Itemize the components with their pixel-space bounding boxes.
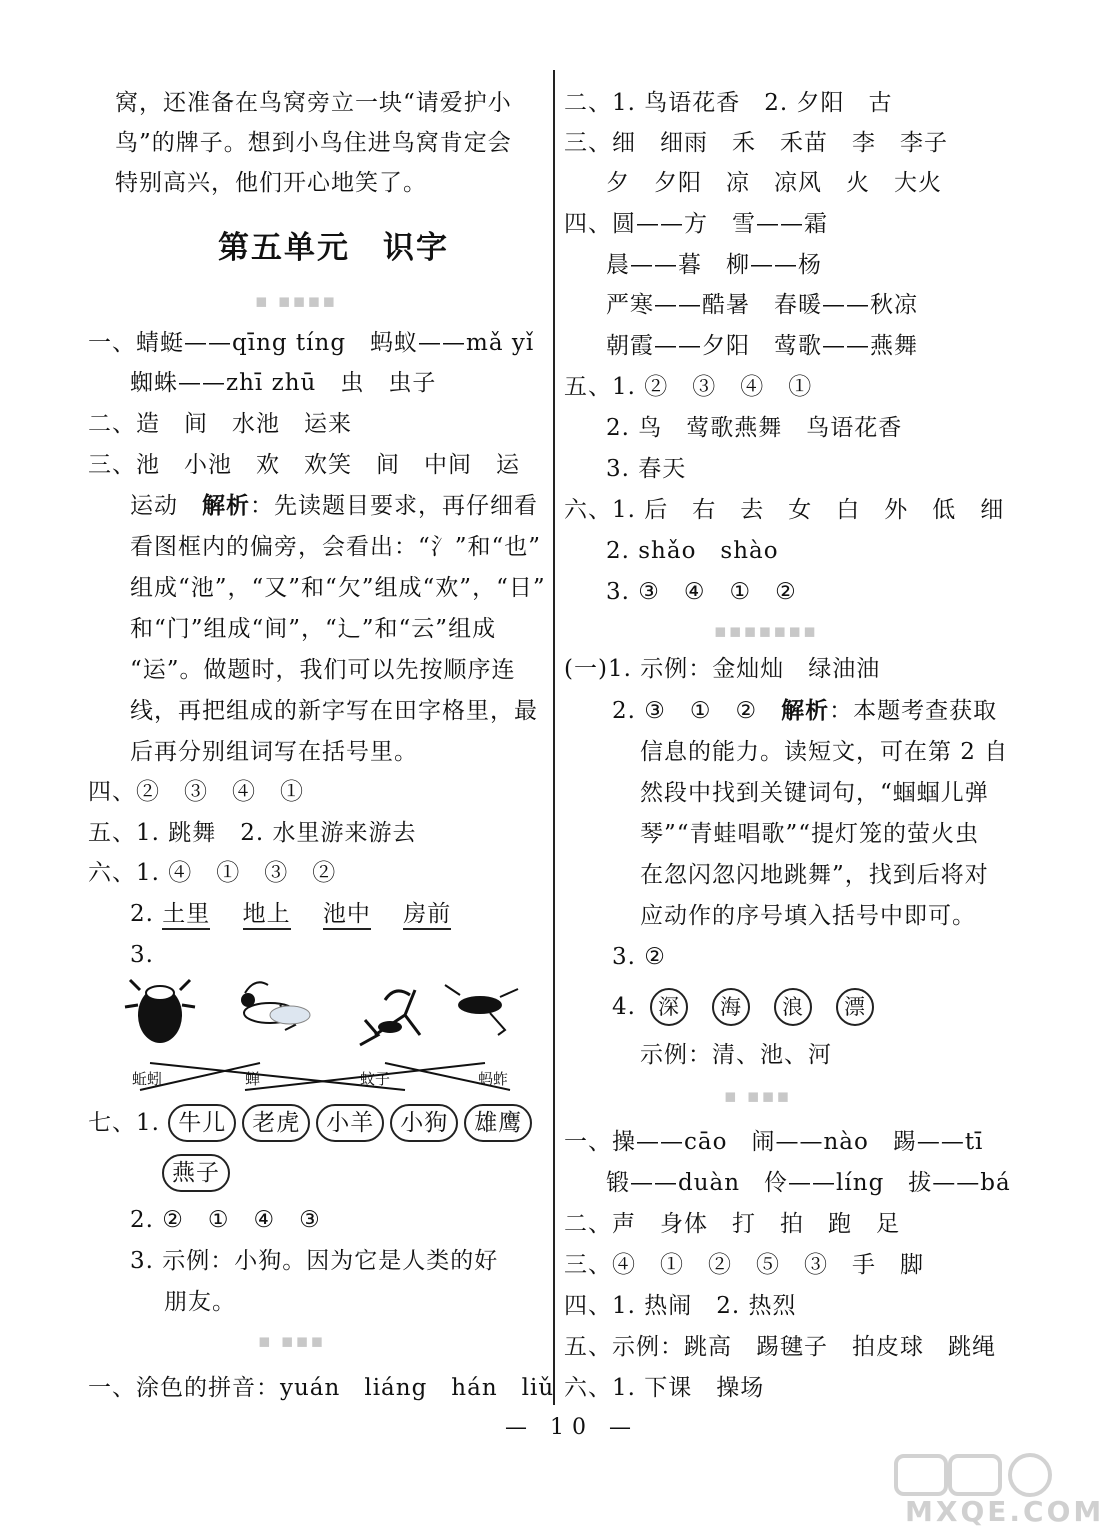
answer-line: 三、④ ① ② ⑤ ③ 手 脚 xyxy=(564,1252,924,1278)
unit-title: 第五单元 识字 xyxy=(218,230,449,266)
answer-line: 五、1. ② ③ ④ ① xyxy=(564,374,813,400)
underlined-answers xyxy=(130,899,451,929)
analysis-label: 解析 xyxy=(202,492,250,519)
grasshopper-icon xyxy=(241,982,310,1030)
circled-character: 浪 xyxy=(774,988,812,1026)
answer-line: 3. 春天 xyxy=(606,456,687,482)
answer-line: 五、示例：跳高 踢毽子 拍皮球 跳绳 xyxy=(564,1334,996,1360)
answer-line: 三、池 小池 欢 欢笑 间 中间 运 xyxy=(88,452,520,478)
answer-line: 朝霞——夕阳 莺歌——燕舞 xyxy=(606,333,918,359)
answer-line: 锻——duàn 伶——líng 拔——bá xyxy=(606,1170,1011,1196)
answer-line: 二、1. 鸟语花香 2. 夕阳 古 xyxy=(564,90,893,116)
circled-character: 海 xyxy=(712,988,750,1026)
analysis-line xyxy=(612,696,997,726)
text-line: 窝，还准备在鸟窝旁立一块“请爱护小 xyxy=(115,90,512,116)
page-number: — 10 — xyxy=(505,1415,639,1440)
cicada-icon xyxy=(125,980,195,1043)
answer-line: 3. 示例：小狗。因为它是人类的好 xyxy=(130,1248,499,1274)
answer-line: 六、1. 后 右 去 女 白 外 低 细 xyxy=(564,497,1005,523)
answer-line: 夕 夕阳 凉 凉风 火 大火 xyxy=(606,170,942,196)
answer-line: 朋友。 xyxy=(164,1289,236,1315)
answer-line: 二、造 间 水池 运来 xyxy=(88,411,352,437)
analysis-line: 应动作的序号填入括号中即可。 xyxy=(640,903,976,929)
analysis-line: 然段中找到关键词句，“蝈蝈儿弹 xyxy=(640,780,989,806)
faded-section-heading: ▪ ▪▪▪ xyxy=(724,1085,792,1107)
circled-word: 小羊 xyxy=(316,1104,384,1142)
faded-section-heading: ▪▪▪▪▪▪▪ xyxy=(714,620,819,642)
circled-word: 小狗 xyxy=(390,1104,458,1142)
analysis-line: 在忽闪忽闪地跳舞”，找到后将对 xyxy=(640,862,989,888)
text-line: 鸟”的牌子。想到小鸟住进鸟窝肯定会 xyxy=(115,130,512,156)
answer-line: 三、细 细雨 禾 禾苗 李 李子 xyxy=(564,130,948,156)
insect-label: 蚯蚓 xyxy=(132,1070,163,1088)
faded-section-heading: ▪ ▪▪▪ xyxy=(258,1330,326,1352)
analysis-line xyxy=(130,491,538,521)
underlined-word: 地上 xyxy=(243,901,291,930)
circled-word: 牛儿 xyxy=(168,1104,236,1142)
analysis-line: 组成“池”，“又”和“欠”组成“欢”，“日” xyxy=(130,575,546,601)
answer-line: 2. 鸟 莺歌燕舞 鸟语花香 xyxy=(606,415,903,441)
oval-answers xyxy=(88,1104,538,1142)
analysis-line: 后再分别组词写在括号里。 xyxy=(130,739,418,765)
answer-line: 二、声 身体 打 拍 跑 足 xyxy=(564,1211,900,1237)
answer-line: 3. ② xyxy=(612,944,666,970)
faded-section-heading: ▪ ▪▪▪▪ xyxy=(255,290,338,312)
answer-line: 四、1. 热闹 2. 热烈 xyxy=(564,1293,797,1319)
answer-text: 2. ③ ① ② xyxy=(612,698,782,724)
mosquito-icon xyxy=(360,990,420,1045)
answer-line: 一、操——cāo 闹——nào 踢——tī xyxy=(564,1129,984,1155)
item-number: 4. xyxy=(612,994,636,1020)
analysis-label: 解析 xyxy=(781,697,830,724)
answer-line: (一)1. 示例：金灿灿 绿油油 xyxy=(564,656,881,682)
answer-line: 3. ③ ④ ① ② xyxy=(606,579,797,605)
circled-word: 雄鹰 xyxy=(464,1104,532,1142)
item-number: 七、1. xyxy=(88,1110,160,1136)
answer-line: 一、涂色的拼音：yuán liáng hán liǔ xyxy=(88,1375,555,1401)
locust-icon xyxy=(445,985,518,1035)
analysis-line: “运”。做题时，我们可以先按顺序连 xyxy=(130,657,516,683)
answer-line: 四、圆——方 雪——霜 xyxy=(564,211,828,237)
item-number: 2. xyxy=(130,901,154,927)
answer-line: 蜘蛛——zhī zhū 虫 虫子 xyxy=(130,370,437,396)
analysis-line: 琴”“青蛙唱歌”“提灯笼的萤火虫 xyxy=(640,821,980,847)
analysis-line: 看图框内的偏旁，会看出：“氵”和“也” xyxy=(130,534,542,560)
analysis-text: ：先读题目要求，再仔细看 xyxy=(250,493,538,519)
analysis-line: 和“门”组成“间”，“辶”和“云”组成 xyxy=(130,616,497,642)
circled-answers xyxy=(612,988,898,1026)
answer-line: 一、蜻蜓——qīng tíng 蚂蚁——mǎ yǐ xyxy=(88,330,535,356)
column-divider xyxy=(553,70,555,1405)
answer-line: 四、② ③ ④ ① xyxy=(88,779,304,805)
analysis-line: 线，再把组成的新字写在田字格里，最 xyxy=(130,698,538,724)
answer-line: 示例：清、池、河 xyxy=(640,1042,832,1068)
analysis-line: 信息的能力。读短文，可在第 2 自 xyxy=(640,739,1009,765)
item-number: 3. xyxy=(130,942,154,968)
answer-text: 运动 xyxy=(130,493,202,519)
oval-answers xyxy=(162,1154,236,1192)
answer-line: 六、1. ④ ① ③ ② xyxy=(88,860,337,886)
underlined-word: 土里 xyxy=(162,901,210,930)
insect-label: 蝉 xyxy=(245,1070,261,1088)
underlined-word: 房前 xyxy=(403,901,451,930)
answer-line: 晨——暮 柳——杨 xyxy=(606,252,822,278)
insect-matching-figure xyxy=(120,975,540,1095)
text-line: 特别高兴，他们开心地笑了。 xyxy=(115,170,427,196)
circled-word: 燕子 xyxy=(162,1154,230,1192)
answer-line: 2. shǎo shào xyxy=(606,538,779,564)
analysis-text: ：本题考查获取 xyxy=(829,698,998,724)
answer-line: 五、1. 跳舞 2. 水里游来游去 xyxy=(88,820,417,846)
insect-label: 蚊子 xyxy=(360,1070,391,1088)
answer-line: 六、1. 下课 操场 xyxy=(564,1375,765,1401)
circled-word: 老虎 xyxy=(242,1104,310,1142)
answer-line: 2. ② ① ④ ③ xyxy=(130,1207,321,1233)
circled-character: 漂 xyxy=(836,988,874,1026)
underlined-word: 池中 xyxy=(323,901,371,930)
insect-label: 蚂蚱 xyxy=(478,1070,509,1088)
answer-line: 严寒——酷暑 春暖——秋凉 xyxy=(606,292,918,318)
watermark-text: MXQE.COM xyxy=(905,1495,1104,1528)
circled-character: 深 xyxy=(650,988,688,1026)
